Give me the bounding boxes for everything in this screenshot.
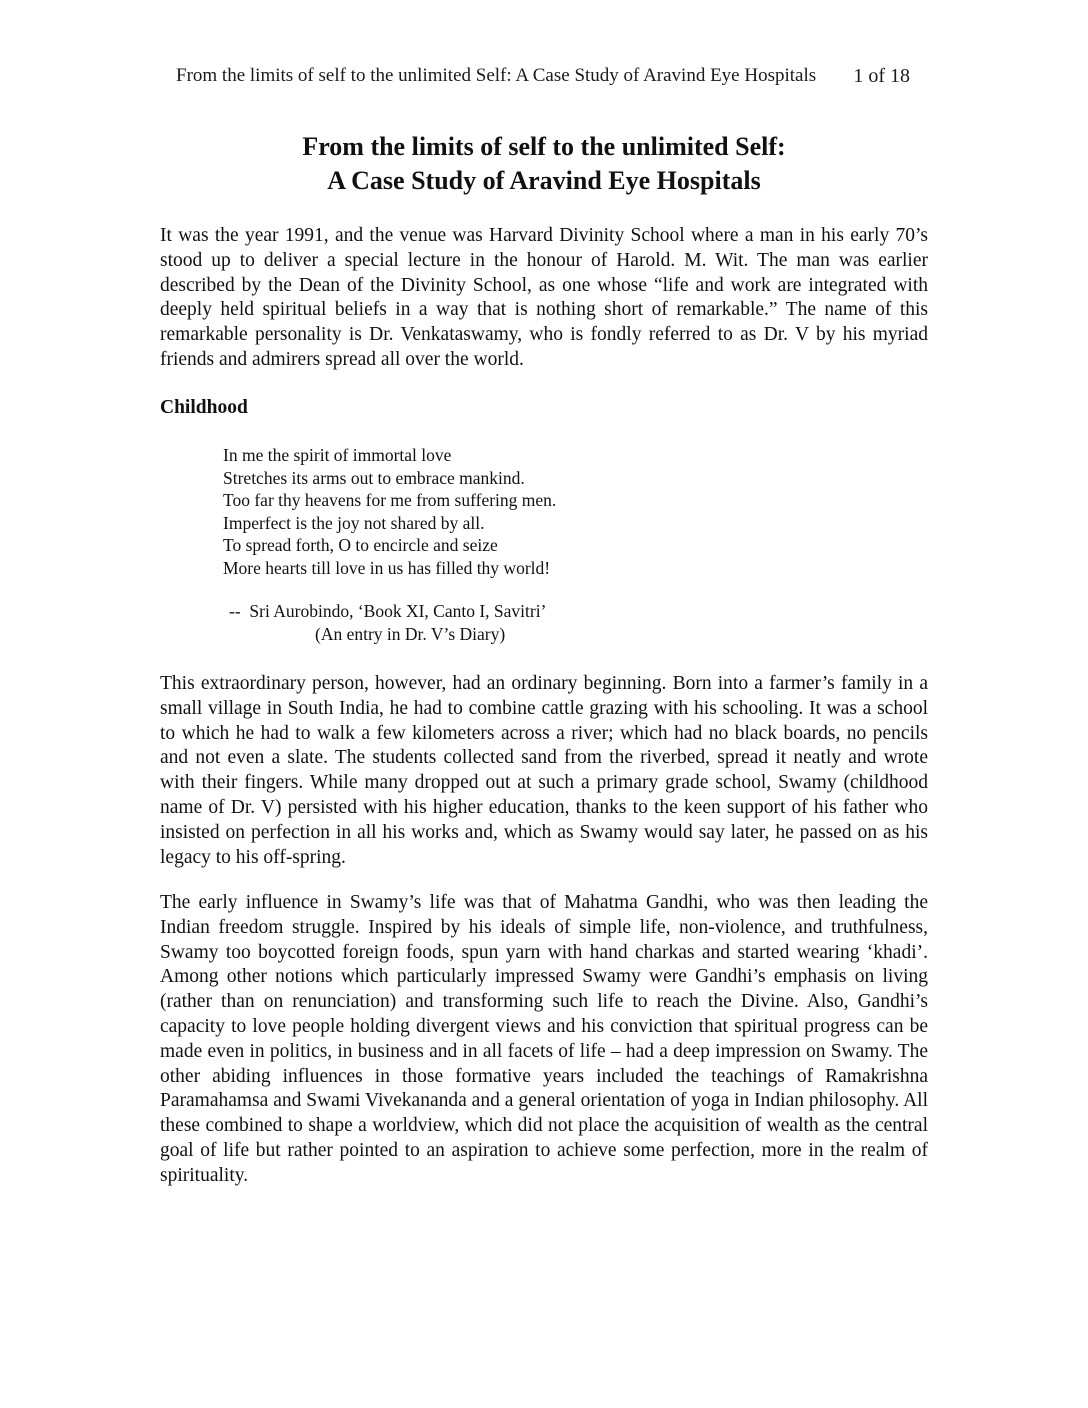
body-paragraph: The early influence in Swamy’s life was that of Mahatma Gandhi, who was then leading the Indian freedom struggle. Inspired by his ideals of simple life, non-violence, and truthfulness, Swamy too boycotted foreign foods, spun yarn with hand charkas and started wearing ‘khadi’. Among other notions which particularly impressed Swamy were Gandhi’s emphasis on living (rather than on renunciation) and transforming such life to reach the Divine. Also, Gandhi’s capacity to love people holding divergent views and his conviction that spiritual progress can be made even in politics, in business and in all facets of life – had a deep impression on Swamy. The other abiding influences in those formative years included the teachings of Ramakrishna Paramahamsa and Swami Vivekananda and a general orientation of yoga in Indian philosophy. All these combined to shape a worldview, which did not place the acquisition of wealth as the central goal of life but rather pointed to an aspiration to achieve some perfection, more in the realm of spirituality. (160, 892, 928, 1186)
page-number: 1 of 18 (853, 65, 910, 87)
attribution-source: -- Sri Aurobindo, ‘Book XI, Canto I, Savitri’ (229, 601, 547, 621)
poem-line: Too far thy heavens for me from suffering men. (223, 490, 557, 510)
poem-line: To spread forth, O to encircle and seize (223, 535, 498, 555)
poem-quote (223, 444, 556, 579)
body-paragraph: This extraordinary person, however, had an ordinary beginning. Born into a farmer’s family in a small village in South India, he had to combine cattle grazing with his schooling. It was a school to which he had to walk a few kilometers across a river; which had no black boards, no pencils and not even a slate. The students collected sand from the riverbed, spread it neatly and wrote with their fingers. While many dropped out at such a primary grade school, Swamy (childhood name of Dr. V) persisted with his higher education, thanks to the keen support of his father who insisted on perfection in all his works and, which as Swamy would say later, he passed on as his legacy to his off-spring. (160, 673, 928, 868)
poem-line: Stretches its arms out to embrace mankind. (223, 467, 525, 488)
title-line-2: A Case Study of Aravind Eye Hospitals (327, 166, 761, 195)
poem-attribution (229, 600, 546, 645)
poem-line: More hearts till love in us has filled thy world! (223, 557, 551, 578)
poem-line: In me the spirit of immortal love (223, 445, 452, 465)
running-header-title: From the limits of self to the unlimited Self: A Case Study of Aravind Eye Hospitals (176, 65, 817, 86)
title-line-1: From the limits of self to the unlimited Self: (302, 132, 786, 161)
document-title (160, 130, 928, 198)
poem-line: Imperfect is the joy not shared by all. (223, 512, 485, 533)
attribution-note: (An entry in Dr. V’s Diary) (315, 623, 506, 644)
section-heading: Childhood (160, 397, 248, 418)
intro-paragraph: It was the year 1991, and the venue was Harvard Divinity School where a man in his early 70’s stood up to deliver a special lecture in the honour of Harold. M. Wit. The man was earlier described by the Dean of the Divinity School, as one whose “life and work are integrated with deeply held spiritual beliefs in a way that is nothing short of remarkable.” The name of this remarkable personality is Dr. Venkataswamy, who is fondly referred to as Dr. V by his myriad friends and admirers spread all over the world. (160, 225, 928, 370)
